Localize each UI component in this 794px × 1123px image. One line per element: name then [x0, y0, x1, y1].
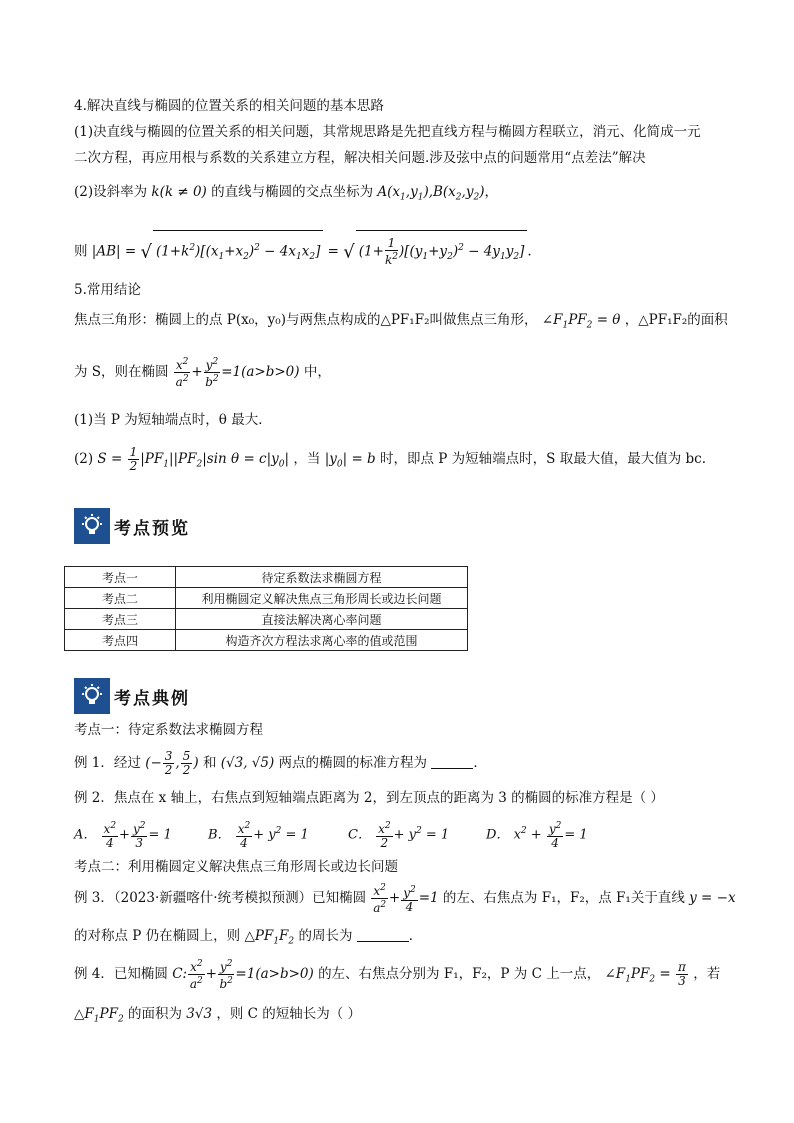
- item2-mid: ，当: [293, 451, 321, 467]
- section4-heading: 4.解决直线与椭圆的位置关系的相关问题的基本思路: [74, 98, 384, 114]
- section5-item1: (1)当 P 为短轴端点时，θ 最大．: [74, 412, 272, 428]
- table-row: 考点一 待定系数法求椭圆方程: [65, 567, 468, 588]
- option-c[interactable]: C． $\frac{x^2}{2}$ + $y^2 = 1$: [348, 821, 450, 850]
- kp2-heading: 考点二：利用椭圆定义解决焦点三角形周长或边长问题: [74, 859, 398, 875]
- p2-mid: 的直线与椭圆的交点坐标为: [211, 184, 374, 200]
- answer-blank[interactable]: [431, 754, 473, 769]
- section4-p1-line1: (1)决直线与椭圆的位置关系的相关问题，其常规思路是先把直线方程与椭圆方程联立，消元、化简成一元: [74, 124, 701, 140]
- table-row: 考点三 直接法解决离心率问题: [65, 609, 468, 630]
- example-4-line1: 例 4．已知椭圆 C: $\frac{x^2}{a^2}$ + $\frac{y^2}{b^2}$ =1(a>b>0) 的左、右焦点分别为 F₁，F₂，P 为 C 上一点， $\angle F_1PF_2$ = $\frac{\pi}{3}$ ，若: [74, 959, 721, 991]
- section5-item2: (2) S = $\frac{1}{2}$ $|PF_1||PF_2|\sin$ $\theta = c|y_0|$ ，当 $|y_0| = b$ 时，即点 P 为短轴端点时，S 取最大值，最大值为 bc.: [74, 445, 706, 473]
- ex1-mid: 和: [202, 755, 217, 771]
- example-4-line2: $\triangle F_1PF_2$ 的面积为 3√3 ，则 C 的短轴长为（ ）: [74, 1006, 362, 1025]
- answer-blank[interactable]: [357, 927, 409, 942]
- ex4-line2-mid: 的面积为: [127, 1006, 182, 1022]
- item2-prefix: (2): [74, 451, 94, 467]
- preview-title: 考点预览: [114, 518, 190, 539]
- ex3-mid: 的左、右焦点为 F₁，F₂，点 F₁关于直线: [442, 890, 685, 906]
- p3-prefix: 则: [74, 243, 88, 260]
- ex4-mid: 的左、右焦点分别为 F₁，F₂，P 为 C 上一点，: [318, 966, 601, 982]
- preview-band: [74, 508, 190, 544]
- example-2: 例 2．焦点在 x 轴上，右焦点到短轴端点距离为 2，到左顶点的距离为 3 的椭圆的标准方程是（ ）: [74, 790, 664, 806]
- examples-title: 考点典例: [114, 688, 190, 709]
- lightbulb-icon: [74, 678, 110, 714]
- ex4-prefix: 例 4．已知椭圆: [74, 966, 168, 982]
- p2-prefix: (2)设斜率为: [74, 184, 148, 200]
- section5-line1: 焦点三角形：椭圆上的点 P(x₀，y₀)与两焦点构成的△PF₁F₂叫做焦点三角形， $\angle F_1PF_2 = \theta$ ，△PF₁F₂的面积: [74, 312, 728, 331]
- ex1-prefix: 例 1．经过: [74, 755, 141, 771]
- option-a[interactable]: A． $\frac{x^2}{4}$ + $\frac{y^2}{3}$ = 1: [74, 821, 172, 850]
- example-1: 例 1．经过 (− $\frac{3}{2}$ , $\frac{5}{2}$ ) 和 (√3, √5) 两点的椭圆的标准方程为 ．: [74, 749, 487, 777]
- line2-suffix: 中，: [303, 364, 331, 380]
- focal-triangle-tail: ，△PF₁F₂的面积: [624, 312, 728, 328]
- section5-heading: 5.常用结论: [74, 282, 141, 298]
- lightbulb-icon: [74, 508, 110, 544]
- section4-p1-line2: 二次方程，再应用根与系数的关系建立方程，解决相关问题.涉及弦中点的问题常用“点差法”解决: [74, 150, 646, 166]
- example-3-line2: 的对称点 P 仍在椭圆上，则 $\triangle PF_1F_2$ 的周长为 ．: [74, 928, 423, 947]
- preview-table: [64, 566, 468, 651]
- kp1-heading: 考点一：待定系数法求椭圆方程: [74, 722, 263, 738]
- focal-triangle-def: 焦点三角形：椭圆上的点 P(x₀，y₀)与两焦点构成的△PF₁F₂叫做焦点三角形，: [74, 312, 538, 328]
- section4-p2: (2)设斜率为 k(k ≠ 0) 的直线与椭圆的交点坐标为 $A(x_1,y_1),B(x_2,y_2)$，: [74, 184, 498, 203]
- intersection-points: $A(x_1,y_1),B(x_2,y_2)$: [377, 184, 485, 203]
- line2-prefix: 为 S，则在椭圆: [74, 364, 169, 380]
- slope-expr: k(k ≠ 0): [151, 184, 207, 200]
- section5-line2: 为 S，则在椭圆 $\frac{x^2}{a^2}$ + $\frac{y^2}{b^2}$ =1(a>b>0) 中，: [74, 357, 331, 389]
- ex1-suffix: 两点的椭圆的标准方程为: [278, 755, 428, 771]
- table-row: 考点二 利用椭圆定义解决焦点三角形周长或边长问题: [65, 588, 468, 609]
- ex3-prefix: 例 3．（2023·新疆喀什·统考模拟预测）已知椭圆: [74, 890, 367, 906]
- ex3-line2-prefix: 的对称点 P 仍在椭圆上，则: [74, 928, 241, 944]
- chord-length-formula: 则 |AB| = √ $(1+k^2)[(x_1+x_2)^2 - 4x_1x_2]$ = √ (1+ $\frac{1}{k^2}$ )$[(y_1+y_2)^2 - 4y_1y_2]$ .: [74, 230, 532, 264]
- ex3-line2-suffix: 的周长为: [298, 928, 353, 944]
- item2-tail: 时，即点 P 为短轴端点时，S 取最大值，最大值为 bc.: [380, 451, 706, 467]
- option-b[interactable]: B． $\frac{x^2}{4}$ + $y^2 = 1$: [208, 821, 309, 850]
- option-d[interactable]: D． $x^2$ + $\frac{y^2}{4}$ = 1: [486, 821, 588, 850]
- example-3-line1: 例 3．（2023·新疆喀什·统考模拟预测）已知椭圆 $\frac{x^2}{a^2}$ + $\frac{y^2}{4}$ =1 的左、右焦点为 F₁，F₂，点 F₁关于直线 y = −x: [74, 883, 736, 915]
- examples-band: [74, 678, 190, 714]
- ex4-tail: ，若: [693, 966, 721, 982]
- ex4-line2-suffix: ，则 C 的短轴长为（ ）: [216, 1006, 362, 1022]
- table-row: 考点四 构造齐次方程法求离心率的值或范围: [65, 630, 468, 651]
